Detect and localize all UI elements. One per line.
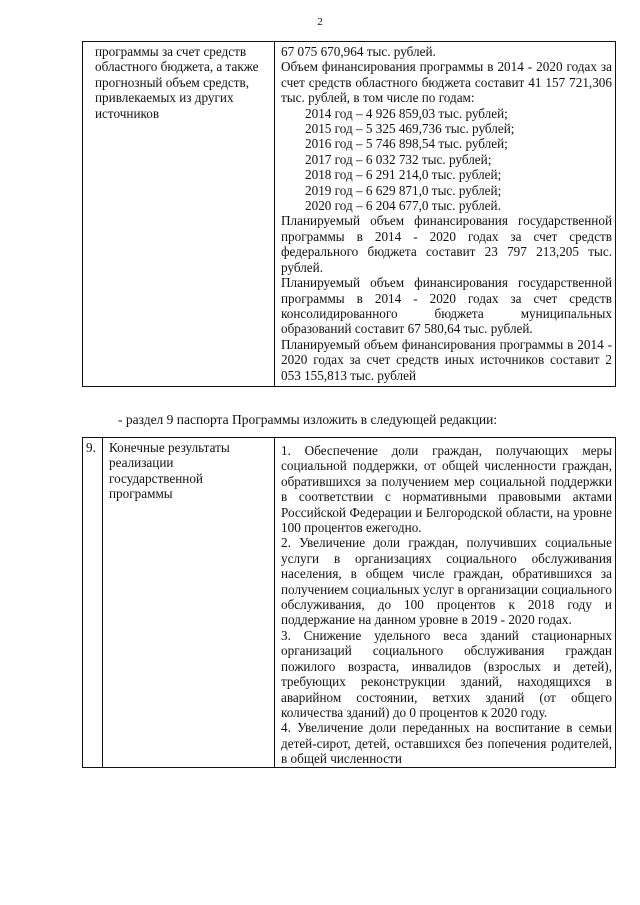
- passport-section-9-table: [82, 437, 616, 768]
- year-line: 2019 год – 6 629 871,0 тыс. рублей;: [305, 182, 502, 198]
- results-value-cell: [275, 438, 616, 768]
- total-financing: 67 075 670,964 тыс. рублей.: [281, 44, 436, 59]
- results-label: Конечные результаты реализации государственной программы: [109, 440, 230, 502]
- year-line: 2020 год – 6 204 677,0 тыс. рублей.: [305, 198, 501, 214]
- passport-table-continued: [82, 41, 616, 387]
- year-line: 2017 год – 6 032 732 тыс. рублей;: [305, 151, 492, 167]
- section-9-intro: - раздел 9 паспорта Программы изложить в следующей редакции:: [118, 412, 498, 427]
- result-item: 2. Увеличение доли граждан, получивших социальные услуги в организациях социального обслуживания населения, в общем числе граждан, обратившихся за получением социальных услуг в организации социального обслуживания, до 100 процентов к 2018 году и поддержание на данном уровне в 2019 - 2020 годах.: [281, 535, 612, 628]
- financing-label-cell: [83, 42, 275, 387]
- row-number: 9.: [86, 440, 96, 455]
- year-line: 2015 год – 5 325 469,736 тыс. рублей;: [305, 121, 515, 137]
- municipal-financing: Планируемый объем финансирования государственной программы в 2014 - 2020 годах за счет средств консолидированного бюджета муниципальных образований составит 67 580,64 тыс. рублей.: [281, 275, 612, 337]
- result-item: 4. Увеличение доли переданных на воспитание в семьи детей-сирот, детей, оставшихся без попечения родителей, в общей численности: [281, 720, 612, 767]
- results-label-cell: [103, 438, 275, 768]
- result-item: 1. Обеспечение доли граждан, получающих меры социальной поддержки, от общей численности граждан, обратившихся за получением мер социальной поддержки в соответствии с нормативными правовыми актами Российской Федерации и Белгородской области, на уровне 100 процентов ежегодно.: [281, 443, 612, 536]
- year-line: 2016 год – 5 746 898,54 тыс. рублей;: [305, 136, 508, 152]
- page-number: 2: [317, 16, 323, 28]
- financing-value-cell: [275, 42, 616, 387]
- result-item: 3. Снижение удельного веса зданий стационарных организаций социального обслуживания граждан пожилого возраста, инвалидов (взрослых и детей), требующих реконструкции зданий, находящихся в аварийном состоянии, ветхих зданий (от общего количества зданий) до 0 процентов к 2020 году.: [281, 627, 612, 720]
- financing-label: программы за счет средств областного бюджета, а также прогнозный объем средств, привлекаемых из других источников: [95, 44, 259, 121]
- year-line: 2018 год – 6 291 214,0 тыс. рублей;: [305, 167, 502, 183]
- other-sources-financing: Планируемый объем финансирования программы в 2014 - 2020 годах за счет средств иных источников составит 2 053 155,813 тыс. рублей: [281, 336, 612, 383]
- regional-budget-intro: Объем финансирования программы в 2014 - 2020 годах за счет средств областного бюджета составит 41 157 721,306 тыс. рублей, в том числе по годам:: [281, 59, 612, 106]
- yearly-breakdown: [281, 106, 612, 214]
- row-number-cell: [83, 438, 103, 768]
- federal-financing: Планируемый объем финансирования государственной программы в 2014 - 2020 годах за счет средств федерального бюджета составит 23 797 213,205 тыс. рублей.: [281, 213, 612, 275]
- year-line: 2014 год – 4 926 859,03 тыс. рублей;: [305, 105, 508, 121]
